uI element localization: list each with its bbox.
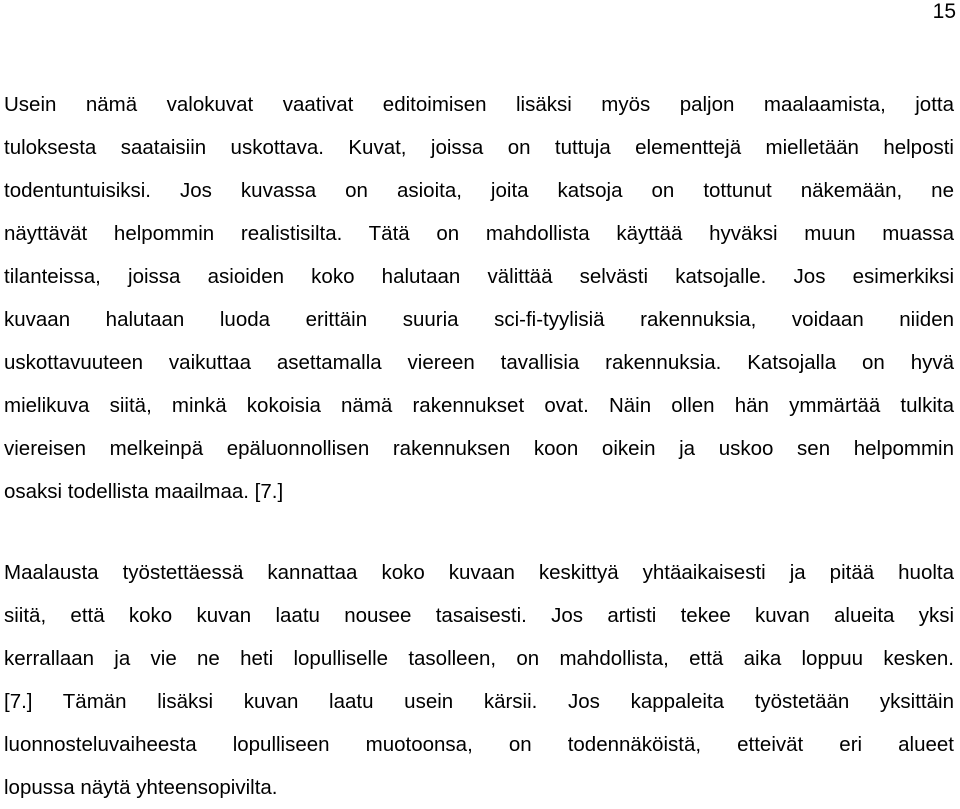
text-line: Usein nämä valokuvat vaativat editoimisen lisäksi myös paljon maalaamista, jotta	[4, 93, 954, 116]
text-line: tilanteissa, joissa asioiden koko halutaan välittää selvästi katsojalle. Jos esimerkiksi	[4, 265, 954, 288]
text-line: [7.] Tämän lisäksi kuvan laatu usein kärsii. Jos kappaleita työstetään yksittäin	[4, 690, 954, 713]
text-line: mielikuva siitä, minkä kokoisia nämä rakennukset ovat. Näin ollen hän ymmärtää tulkita	[4, 394, 954, 417]
text-line: tuloksesta saataisiin uskottava. Kuvat, joissa on tuttuja elementtejä mielletään helposti	[4, 136, 954, 159]
text-line: viereisen melkeinpä epäluonnollisen rakennuksen koon oikein ja uskoo sen helpommin	[4, 437, 954, 460]
text-line: osaksi todellista maailmaa. [7.]	[4, 480, 284, 503]
text-line: todentuntuisiksi. Jos kuvassa on asioita, joita katsoja on tottunut näkemään, ne	[4, 179, 954, 202]
text-line: siitä, että koko kuvan laatu nousee tasaisesti. Jos artisti tekee kuvan alueita yksi	[4, 604, 954, 627]
page-number: 15	[932, 0, 956, 23]
body-paragraph	[4, 83, 954, 513]
text-line: luonnosteluvaiheesta lopulliseen muotoonsa, on todennäköistä, etteivät eri alueet	[4, 733, 954, 756]
text-line: kerrallaan ja vie ne heti lopulliselle tasolleen, on mahdollista, että aika loppuu kesken.	[4, 647, 954, 670]
body-paragraph	[4, 551, 954, 809]
text-line: Maalausta työstettäessä kannattaa koko kuvaan keskittyä yhtäaikaisesti ja pitää huolta	[4, 561, 954, 584]
text-line: kuvaan halutaan luoda erittäin suuria sci-fi-tyylisiä rakennuksia, voidaan niiden	[4, 308, 954, 331]
text-line: uskottavuuteen vaikuttaa asettamalla viereen tavallisia rakennuksia. Katsojalla on hyvä	[4, 351, 954, 374]
text-line: lopussa näytä yhteensopivilta.	[4, 776, 278, 799]
text-line: näyttävät helpommin realistisilta. Tätä on mahdollista käyttää hyväksi muun muassa	[4, 222, 954, 245]
